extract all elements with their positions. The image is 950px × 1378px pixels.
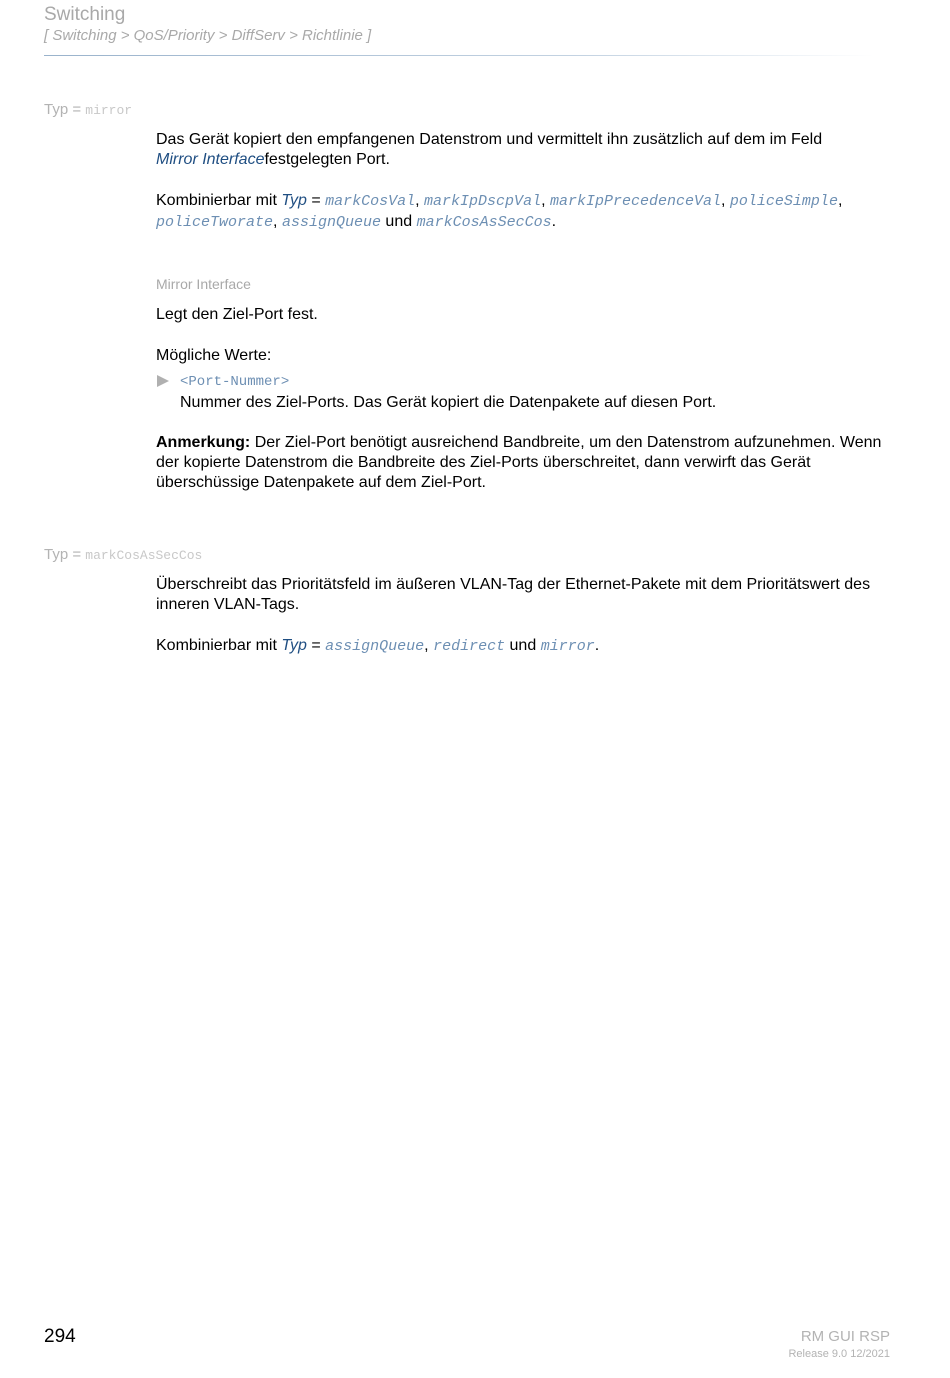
value-redirect: redirect [433, 638, 506, 655]
separator: , [424, 637, 429, 654]
period: . [551, 213, 557, 230]
footer-doc-title: RM GUI RSP [800, 1328, 890, 1345]
value-markcosassec: markCosAsSecCos [416, 214, 552, 231]
header-divider [44, 55, 874, 56]
value-markipdscpval: markIpDscpVal [424, 193, 542, 210]
und-word: und [509, 637, 537, 654]
mirror-interface-label: Mirror Interface [156, 276, 251, 292]
note-label: Anmerkung: [156, 434, 251, 451]
mirror-desc-text-a: Das Gerät kopiert den empfangenen Datenstrom und vermittelt ihn zusätzlich auf dem im Feld [156, 131, 823, 148]
section-label-prefix: Typ = [44, 546, 82, 563]
equals-sign: = [311, 637, 321, 654]
markcosassec-combinable [156, 636, 896, 657]
footer-release: Release 9.0 12/2021 [788, 1348, 890, 1360]
section-label-markcosassec [44, 546, 202, 563]
port-number-value: <Port-Nummer> [180, 374, 290, 390]
section-label-mirror [44, 101, 132, 118]
mirror-description [156, 130, 896, 170]
separator: , [415, 192, 420, 209]
combinable-text: Kombinierbar mit [156, 637, 277, 654]
port-number-desc: Nummer des Ziel-Ports. Das Gerät kopiert die Datenpakete auf diesen Port. [180, 394, 717, 411]
typ-ref: Typ [281, 192, 307, 209]
combinable-text: Kombinierbar mit [156, 192, 277, 209]
markcosassec-description: Überschreibt das Prioritätsfeld im äußeren VLAN-Tag der Ethernet-Pakete mit dem Prioritätswert des inneren VLAN-Tags. [156, 576, 871, 613]
typ-ref: Typ [281, 637, 307, 654]
separator: , [837, 192, 843, 209]
note-paragraph [156, 433, 896, 493]
period: . [594, 637, 600, 654]
mirror-interface-desc: Legt den Ziel-Port fest. [156, 306, 318, 323]
bullet-triangle-icon [157, 375, 169, 387]
mirror-combinable [156, 191, 896, 233]
value-mirror: mirror [540, 638, 595, 655]
value-markipprecedenceval: markIpPrecedenceVal [549, 193, 722, 210]
value-policetworate: policeTworate [156, 214, 274, 231]
value-markcosval: markCosVal [325, 193, 416, 210]
value-assignqueue: assignQueue [325, 638, 425, 655]
equals-sign: = [311, 192, 321, 209]
mirror-desc-text-b: festgelegten Port. [264, 151, 390, 168]
page-number: 294 [44, 1326, 76, 1347]
value-policesimple: policeSimple [729, 193, 838, 210]
breadcrumb: [ Switching > QoS/Priority > DiffServ > Richtlinie ] [44, 27, 372, 44]
separator: , [721, 192, 726, 209]
header-title: Switching [44, 4, 126, 25]
section-label-prefix: Typ = [44, 101, 82, 118]
separator: , [273, 213, 278, 230]
separator: , [541, 192, 546, 209]
mirror-interface-ref: Mirror Interface [156, 151, 265, 168]
und-word: und [385, 213, 413, 230]
note-text: Der Ziel-Port benötigt ausreichend Bandbreite, um den Datenstrom aufzunehmen. Wenn der kopierte Datenstrom die Bandbreite des Ziel-Ports überschreitet, dann verwirft das Gerät überschüssige Datenpakete auf dem Ziel-Port. [156, 434, 882, 491]
section-label-value: mirror [85, 103, 133, 118]
section-label-value: markCosAsSecCos [85, 548, 203, 563]
value-assignqueue: assignQueue [281, 214, 381, 231]
possible-values-label: Mögliche Werte: [156, 347, 272, 364]
